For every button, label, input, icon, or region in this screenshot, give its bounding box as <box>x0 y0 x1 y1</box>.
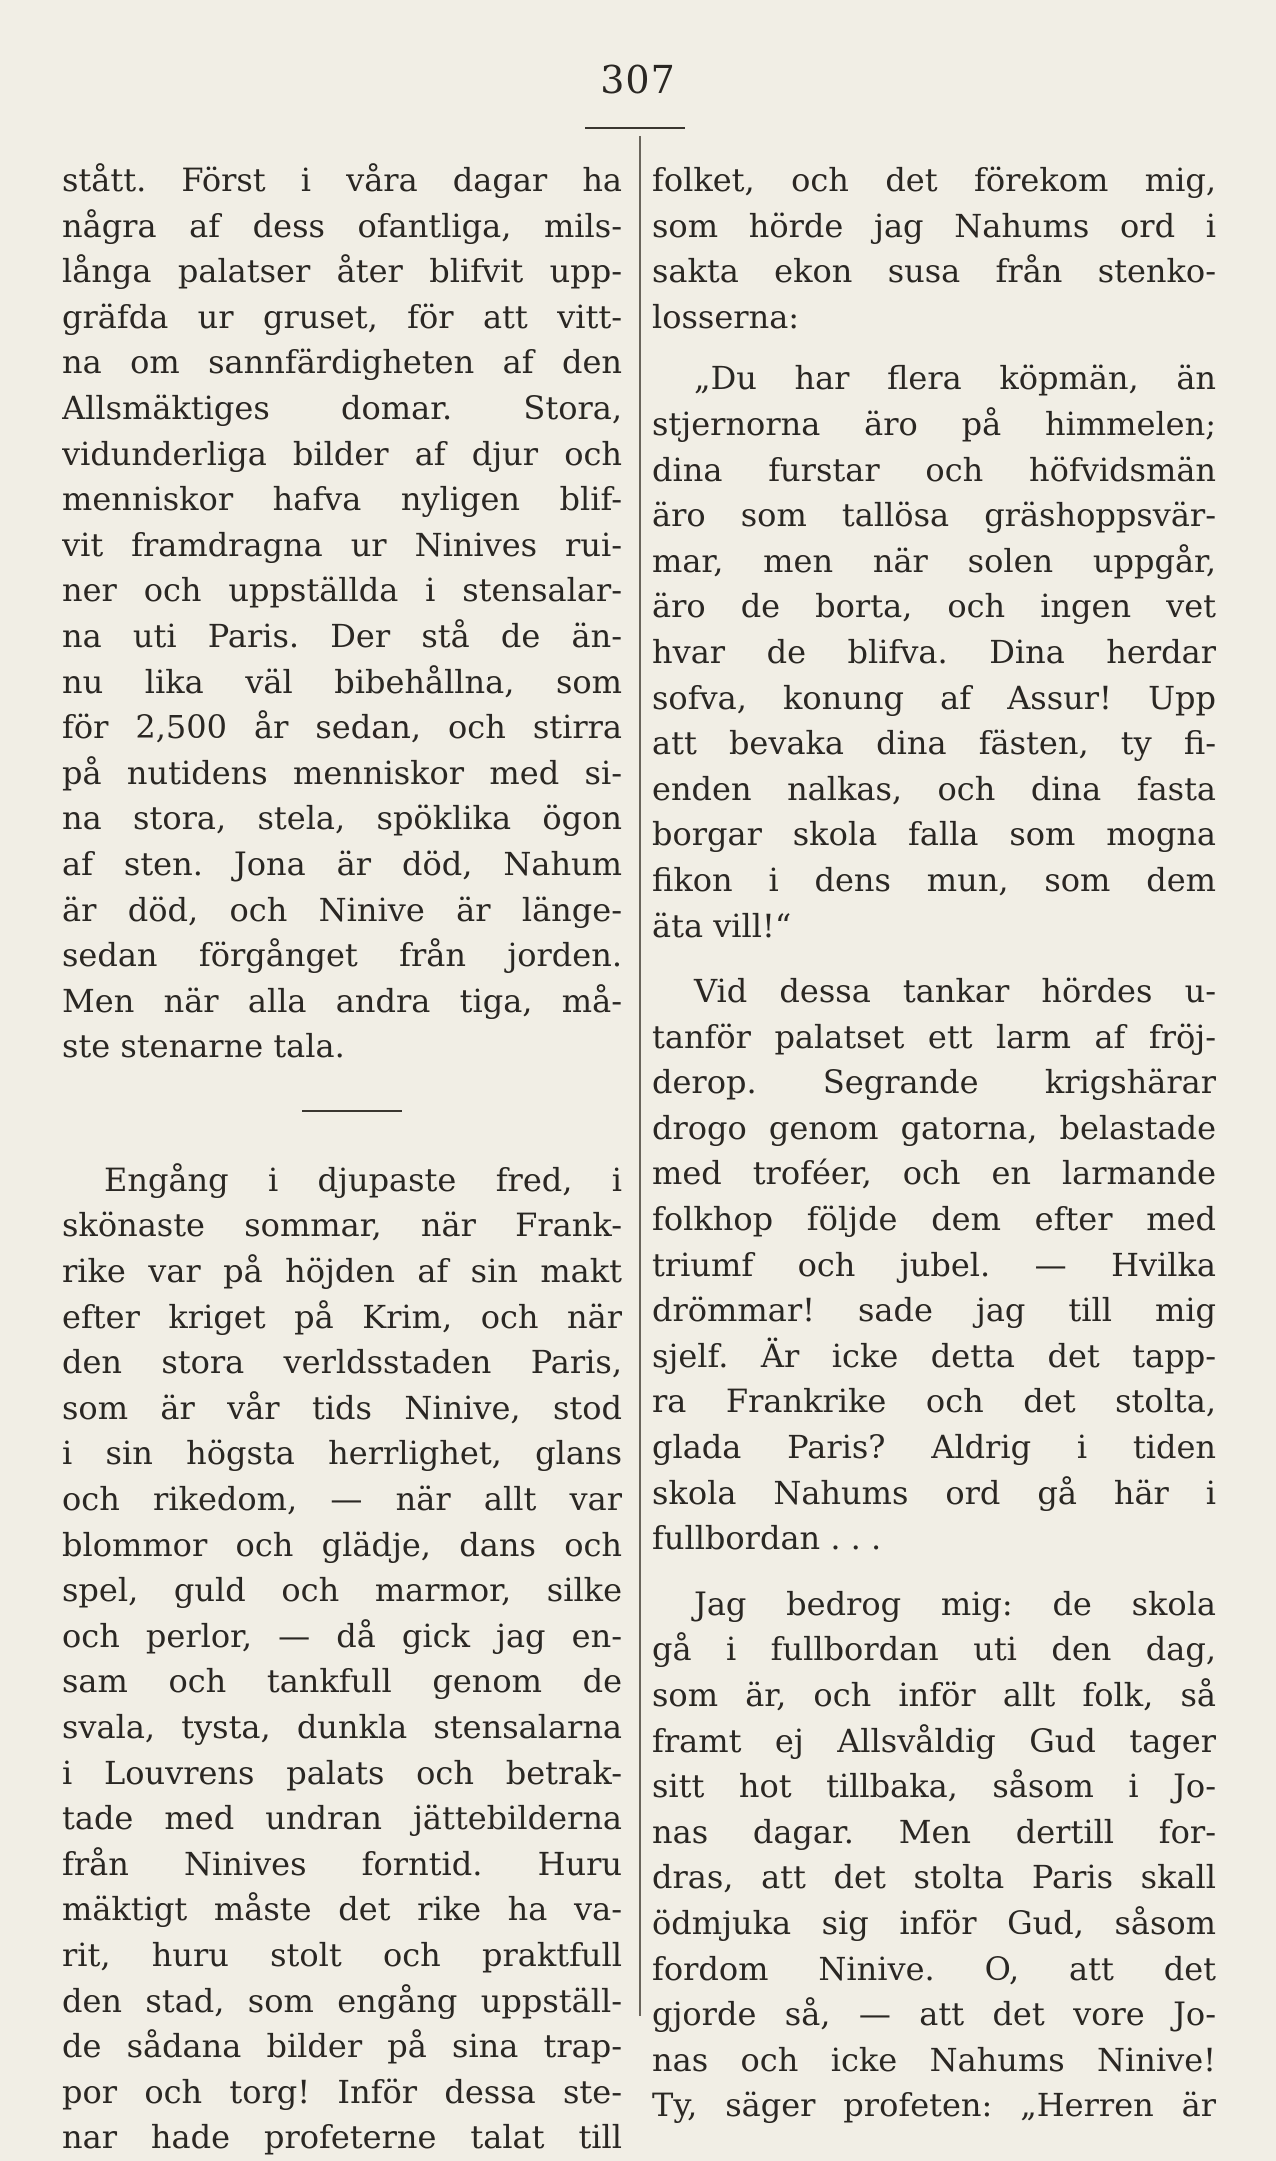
text-line: som är, och inför allt folk, så <box>652 1676 1216 1714</box>
text-line: fullbordan . . . <box>652 1519 882 1558</box>
text-line: framt ej Allsvåldig Gud tager <box>652 1721 1216 1760</box>
text-line: är död, och Ninive är länge- <box>62 890 622 929</box>
text-line: svala, tysta, dunkla stensalarna <box>62 1708 622 1746</box>
text-line: sjelf. Är icke detta det tapp- <box>652 1336 1216 1375</box>
paragraph <box>62 158 622 1070</box>
text-line: äro de borta, och ingen vet <box>652 587 1216 626</box>
text-line: från Ninives forntid. Huru <box>62 1844 622 1883</box>
quotation <box>652 356 1216 949</box>
paragraph <box>62 1158 622 2161</box>
text-line: blommor och glädje, dans och <box>62 1525 622 1564</box>
text-line: som hörde jag Nahums ord i <box>652 206 1216 245</box>
text-line: drömmar! sade jag till mig <box>652 1291 1216 1330</box>
text-line: Engång i djupaste fred, i <box>104 1160 622 1199</box>
text-line: losserna: <box>652 297 800 336</box>
text-line: mäktigt måste det rike ha va- <box>62 1890 622 1929</box>
text-line: med troféer, och en larmande <box>652 1154 1216 1193</box>
paragraph-spacer <box>652 949 1216 969</box>
text-line: Vid dessa tankar hördes u- <box>694 972 1216 1011</box>
column-divider <box>639 136 641 2016</box>
text-line: nas och icke Nahums Ninive! <box>652 2040 1216 2079</box>
text-line: na om sannfärdigheten af den <box>62 343 622 382</box>
text-line: af sten. Jona är död, Nahum <box>62 844 622 883</box>
text-line: folkhop följde dem efter med <box>652 1200 1216 1239</box>
text-line: gjorde så, — att det vore Jo- <box>652 1995 1216 2034</box>
text-line: och rikedom, — när allt var <box>62 1480 622 1519</box>
text-line: fikon i dens mun, som dem <box>652 860 1216 899</box>
text-line: „Du har flera köpmän, än <box>694 359 1216 398</box>
text-line: glada Paris? Aldrig i tiden <box>652 1428 1216 1467</box>
text-line: ner och uppställda i stensalar- <box>62 571 622 610</box>
text-line: menniskor hafva nyligen blif- <box>62 480 622 519</box>
text-line: sitt hot tillbaka, såsom i Jo- <box>652 1767 1216 1806</box>
text-line: tanför palatset ett larm af fröj- <box>652 1017 1216 1056</box>
text-line: fordom Ninive. O, att det <box>652 1949 1216 1988</box>
header-rule <box>585 127 685 129</box>
text-line: stått. Först i våra dagar ha <box>62 161 622 199</box>
text-line: vit framdragna ur Ninives rui- <box>62 525 622 564</box>
left-column <box>62 158 622 2161</box>
right-column <box>652 158 1216 2129</box>
text-line: borgar skola falla som mogna <box>652 815 1216 854</box>
text-line: gå i fullbordan uti den dag, <box>652 1630 1216 1669</box>
paragraph-spacer <box>652 340 1216 356</box>
text-line: i Louvrens palats och betrak- <box>62 1753 622 1792</box>
text-line: derop. Segrande krigshärar <box>652 1063 1216 1102</box>
text-line: nu lika väl bibehållna, som <box>62 662 622 701</box>
text-line: som är vår tids Ninive, stod <box>62 1388 622 1427</box>
text-line: mar, men när solen uppgår, <box>652 541 1216 580</box>
text-line: enden nalkas, och dina fasta <box>652 769 1216 808</box>
text-line: skönaste sommar, när Frank- <box>62 1206 622 1245</box>
text-line: på nutidens menniskor med si- <box>62 753 622 792</box>
text-line: dras, att det stolta Paris skall <box>652 1858 1216 1897</box>
text-line: na uti Paris. Der stå de än- <box>62 616 622 655</box>
text-line: sedan förgånget från jorden. <box>62 936 622 975</box>
text-line: efter kriget på Krim, och när <box>62 1297 622 1336</box>
text-line: äta vill!“ <box>652 906 792 945</box>
text-line: den stad, som engång uppställ- <box>62 1981 622 2020</box>
text-line: Ty, säger profeten: „Herren är <box>652 2086 1216 2125</box>
text-line: por och torg! Inför dessa ste- <box>62 2072 622 2111</box>
text-line: drogo genom gatorna, belastade <box>652 1108 1216 1147</box>
text-line: vidunderliga bilder af djur och <box>62 434 622 473</box>
text-line: triumf och jubel. — Hvilka <box>652 1245 1216 1284</box>
text-line: hvar de blifva. Dina herdar <box>652 632 1216 671</box>
text-line: nas dagar. Men dertill for- <box>652 1812 1216 1851</box>
text-line: Men när alla andra tiga, må- <box>62 981 622 1020</box>
text-line: att bevaka dina fästen, ty fi- <box>652 724 1216 763</box>
text-line: sakta ekon susa från stenko- <box>652 252 1216 291</box>
text-line: äro som tallösa gräshoppsvär- <box>652 496 1216 535</box>
text-line: några af dess ofantliga, mils- <box>62 206 622 245</box>
text-line: Jag bedrog mig: de skola <box>694 1584 1216 1623</box>
section-break <box>62 1070 622 1158</box>
text-line: långa palatser åter blifvit upp- <box>62 252 622 291</box>
text-line: na stora, stela, spöklika ögon <box>62 799 622 838</box>
text-line: för 2,500 år sedan, och stirra <box>62 708 622 747</box>
text-line: gräfda ur gruset, för att vitt- <box>62 297 622 336</box>
paragraph-spacer <box>652 1562 1216 1582</box>
text-line: spel, guld och marmor, silke <box>62 1571 622 1610</box>
text-line: Allsmäktiges domar. Stora, <box>62 388 622 427</box>
text-line: ra Frankrike och det stolta, <box>652 1382 1216 1421</box>
text-line: ödmjuka sig inför Gud, såsom <box>652 1903 1216 1942</box>
text-line: ste stenarne tala. <box>62 1027 345 1066</box>
text-line: dina furstar och höfvidsmän <box>652 450 1216 489</box>
text-line: sam och tankfull genom de <box>62 1662 622 1701</box>
section-rule <box>302 1110 402 1112</box>
text-line: stjernorna äro på himmelen; <box>652 404 1216 443</box>
text-line: i sin högsta herrlighet, glans <box>62 1434 622 1473</box>
text-line: nar hade profeterne talat till <box>62 2118 622 2157</box>
text-line: skola Nahums ord gå här i <box>652 1473 1216 1512</box>
paragraph <box>652 969 1216 1562</box>
page-number: 307 <box>600 58 676 102</box>
text-line: rike var på höjden af sin makt <box>62 1252 622 1291</box>
text-line: folket, och det förekom mig, <box>652 161 1216 199</box>
text-line: de sådana bilder på sina trap- <box>62 2027 622 2066</box>
text-line: tade med undran jättebilderna <box>62 1799 622 1838</box>
text-line: den stora verldsstaden Paris, <box>62 1343 622 1382</box>
paragraph <box>652 158 1216 340</box>
text-line: och perlor, — då gick jag en- <box>62 1616 622 1655</box>
text-line: sofva, konung af Assur! Upp <box>652 678 1216 717</box>
text-line: rit, huru stolt och praktfull <box>62 1935 622 1974</box>
paragraph <box>652 1582 1216 2129</box>
